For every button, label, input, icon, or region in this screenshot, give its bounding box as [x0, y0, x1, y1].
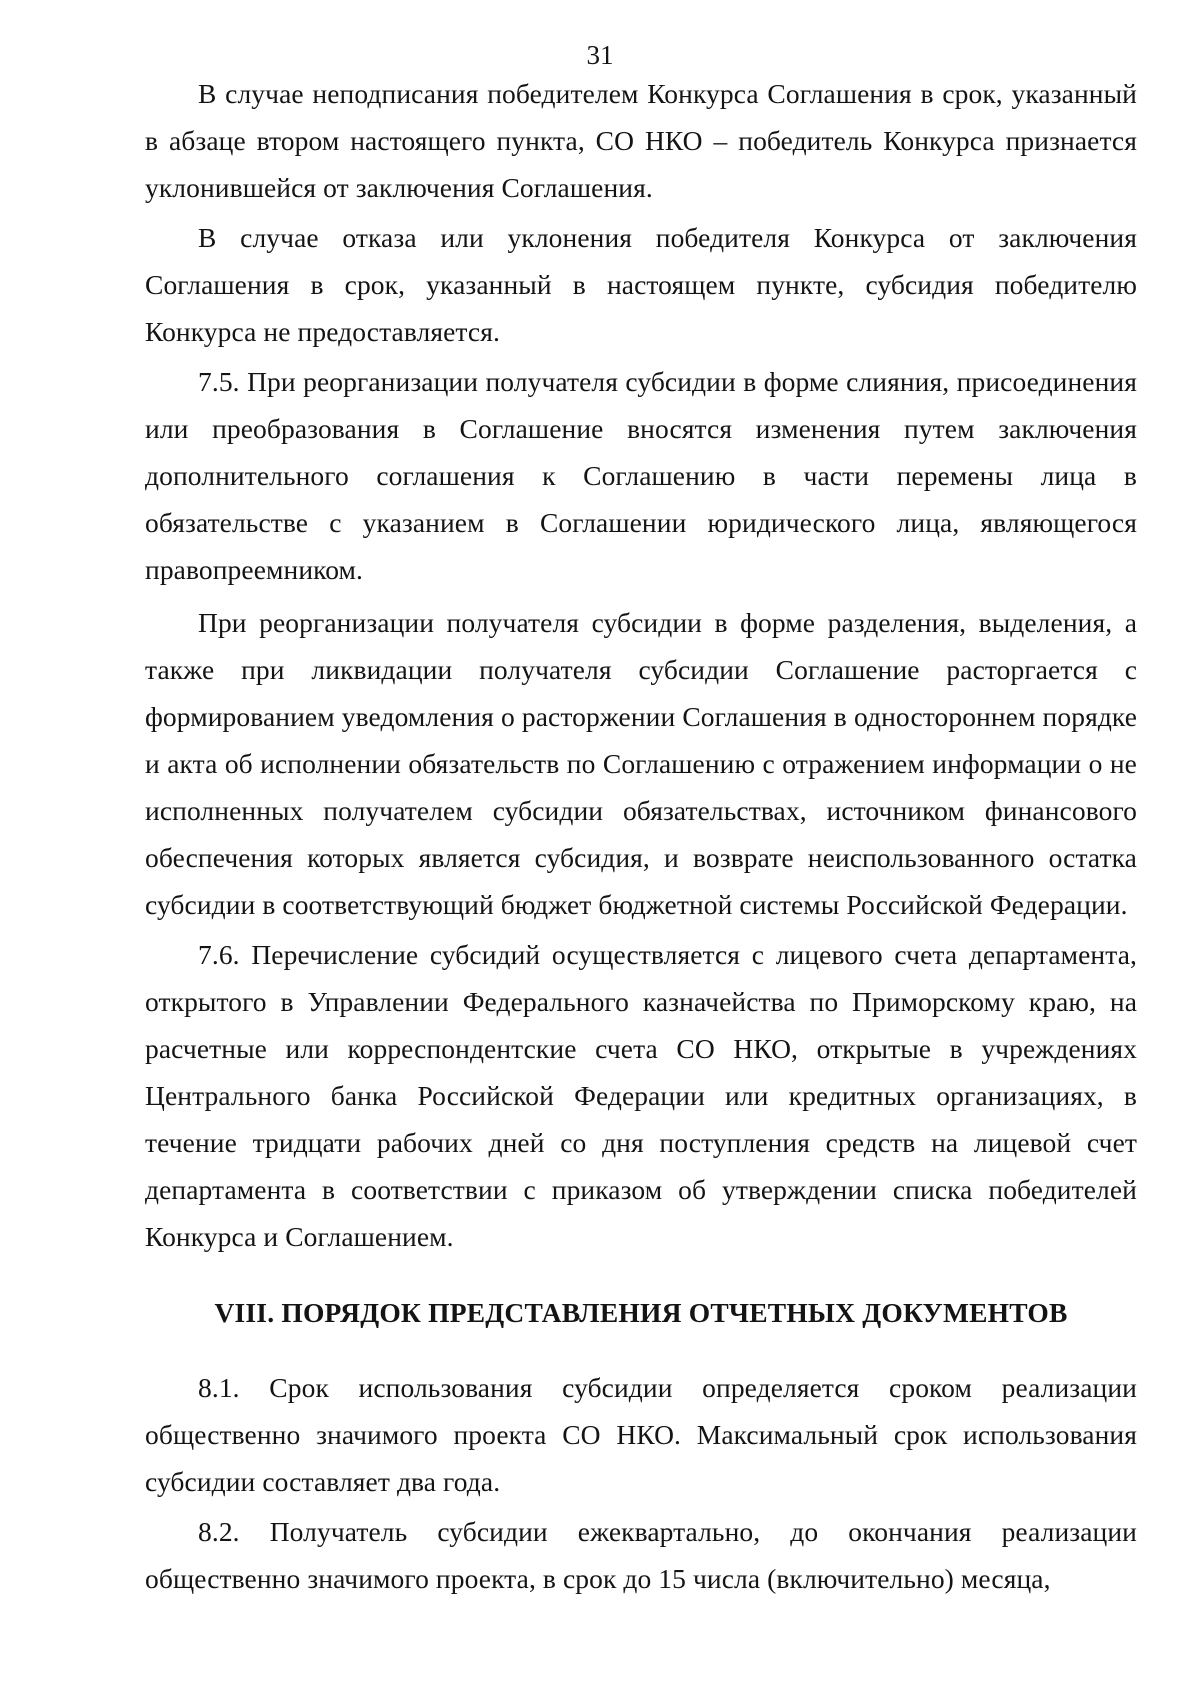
page-number: 31 [586, 40, 614, 70]
paragraph-8-1: 8.1. Срок использования субсидии определяется сроком реализации общественно значимого проекта СО НКО. Максимальный срок использования субсидии составляет два года. [145, 1372, 1137, 1497]
paragraph-unsigned-agreement: В случае неподписания победителем Конкурса Соглашения в срок, указанный в абзаце втором настоящего пункта, СО НКО – победитель Конкурса признается уклонившейся от заключения Соглашения. [145, 78, 1137, 203]
paragraph-refusal: В случае отказа или уклонения победителя Конкурса от заключения Соглашения в срок, указанный в настоящем пункте, субсидия победителю Конкурса не предоставляется. [145, 222, 1137, 347]
paragraph-8-2: 8.2. Получатель субсидии ежеквартально, до окончания реализации общественно значимого проекта, в срок до 15 числа (включительно) месяца, [145, 1516, 1137, 1594]
paragraph-reorganization: При реорганизации получателя субсидии в форме разделения, выделения, а также при ликвидации получателя субсидии Соглашение расторгается с формированием уведомления о расторжении Соглашения в одностороннем порядке и акта об исполнении обязательств по Соглашению с отражением информации о не исполненных получателем субсидии обязательствах, источником финансового обеспечения которых является субсидия, и возврате неиспользованного остатка субсидии в соответствующий бюджет бюджетной системы Российской Федерации. [145, 607, 1137, 920]
document-body [145, 70, 1137, 1602]
paragraph-7-5: 7.5. При реорганизации получателя субсидии в форме слияния, присоединения или преобразования в Соглашение вносятся изменения путем заключения дополнительного соглашения к Соглашению в части перемены лица в обязательстве с указанием в Соглашении юридического лица, являющегося правопреемником. [145, 366, 1137, 585]
paragraph-7-6: 7.6. Перечисление субсидий осуществляется с лицевого счета департамента, открытого в Управлении Федерального казначейства по Приморскому краю, на расчетные или корреспондентские счета СО НКО, открытые в учреждениях Центрального банка Российской Федерации или кредитных организациях, в течение тридцати рабочих дней со дня поступления средств на лицевой счет департамента в соответствии с приказом об утверждении списка победителей Конкурса и Соглашением. [145, 939, 1137, 1252]
section-heading: VIII. ПОРЯДОК ПРЕДСТАВЛЕНИЯ ОТЧЕТНЫХ ДОКУМЕНТОВ [214, 1297, 1068, 1328]
